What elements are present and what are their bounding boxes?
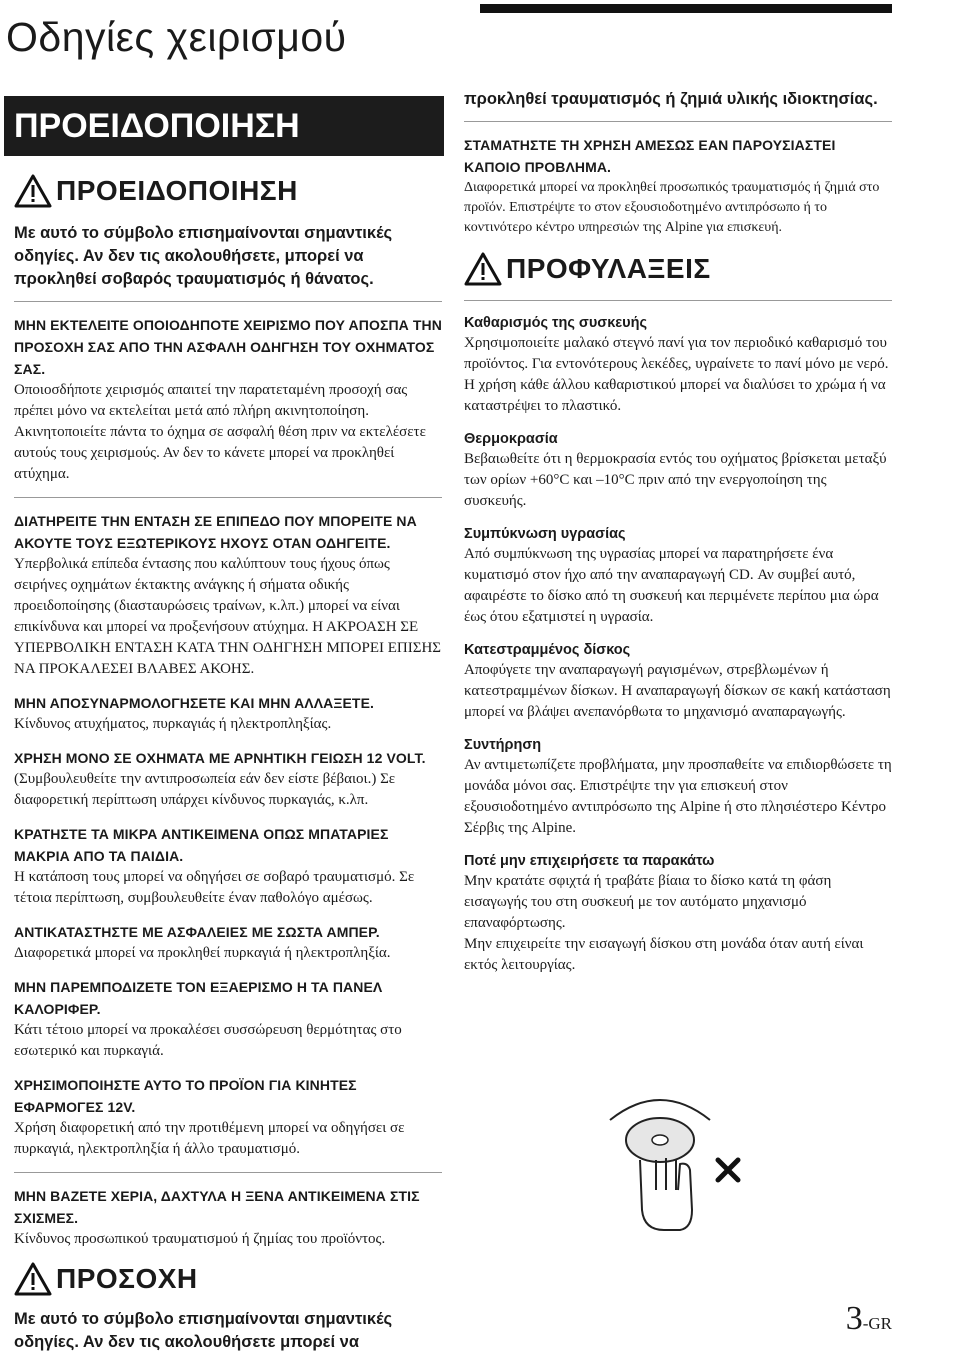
list-item (14, 510, 442, 680)
list-item (14, 314, 442, 485)
section-text: Αν αντιμετωπίζετε προβλήματα, μην προσπαθείτε να επιδιορθώσετε τη μονάδα μόνοι σας. Επιστρέψτε την για επισκευή στον εξουσιοδοτημένο αντιπρόσωπο της Alpine ή στο πλησιέστερο Κέντρο Σέρβις της Alpine. (464, 757, 892, 836)
item-text: Οποιοσδήποτε χειρισμός απαιτεί την παρατεταμένη προσοχή σας πρέπει μόνο να εκτελείται μετά από πλήρη ακινητοποίηση. Ακινητοποιείτε πάντα το όχημα σε ασφαλή θέση πριν να εκτελέσετε αυτούς τους χειρισμούς. Αν δεν το κάνετε μπορεί να προκληθεί ατύχημα. (14, 382, 426, 482)
list-item (14, 1185, 442, 1250)
precaution-section (464, 851, 892, 976)
page-title: Οδηγίες χειρισμού (6, 14, 347, 60)
warning-triangle-icon (14, 174, 52, 208)
precaution-section (464, 735, 892, 839)
section-title: Συμπύκνωση υγρασίας (464, 526, 626, 542)
item-title: ΜΗΝ ΒΑΖΕΤΕ ΧΕΡΙΑ, ΔΑΧΤΥΛΑ Η ΞΕΝΑ ΑΝΤΙΚΕΙΜΕΝΑ ΣΤΙΣ ΣΧΙΣΜΕΣ. (14, 1188, 420, 1226)
item-text: Κίνδυνος προσωπικού τραυματισμού ή ζημίας του προϊόντος. (14, 1231, 386, 1247)
item-text: Υπερβολικά επίπεδα έντασης που καλύπτουν τους ήχους όπως σειρήνες οχημάτων έκτακτης ανάγκης ή σήματα οδικής προειδοποίησης (διασταυρώσεις τραίνων, κ.λπ.) μπορεί να είναι επικίνδυνα και μπορεί να προξενήσουν ατύχημα. Η ΑΚΡΟΑΣΗ ΣΕ ΥΠΕΡΒΟΛΙΚΗ ΕΝΤΑΣΗ ΚΑΤΑ ΤΗΝ ΟΔΗΓΗΣΗ ΜΠΟΡΕΙ ΕΠΙΣΗΣ ΝΑ ΠΡΟΚΑΛΕΣΕΙ ΒΛΑΒΕΣ ΑΚΟΗΣ. (14, 556, 442, 677)
precaution-section (464, 640, 892, 723)
hand-icon (640, 1158, 692, 1230)
item-text: Κάτι τέτοιο μπορεί να προκαλέσει συσσώρευση θερμότητας στο εσωτερικό και πυρκαγιά. (14, 1022, 402, 1059)
warning-heading (14, 174, 442, 208)
page-lang-suffix: -GR (862, 1314, 892, 1333)
section-text: Βεβαιωθείτε ότι η θερμοκρασία εντός του οχήματος βρίσκεται μεταξύ των ορίων +60°C και –10°C πριν από την ενεργοποίηση της συσκευής. (464, 451, 887, 509)
item-title: ΧΡΗΣΙΜΟΠΟΙΗΣΤΕ ΑΥΤΟ ΤΟ ΠΡΟΪΟΝ ΓΙΑ ΚΙΝΗΤΕΣ ΕΦΑΡΜΟΓΕΣ 12V. (14, 1077, 357, 1115)
precautions-heading-text: ΠΡΟΦΥΛΑΞΕΙΣ (506, 253, 711, 284)
precaution-section (464, 429, 892, 512)
item-title: ΑΝΤΙΚΑΤΑΣΤΗΣΤΕ ΜΕ ΑΣΦΑΛΕΙΕΣ ΜΕ ΣΩΣΤΑ ΑΜΠΕΡ. (14, 924, 380, 940)
item-title: ΜΗΝ ΠΑΡΕΜΠΟΔΙΖΕΤΕ ΤΟΝ ΕΞΑΕΡΙΣΜΟ Η ΤΑ ΠΑΝΕΛ ΚΑΛΟΡΙΦΕΡ. (14, 979, 383, 1017)
section-title: Καθαρισμός της συσκευής (464, 315, 647, 331)
divider (14, 1172, 442, 1173)
list-item (14, 976, 442, 1062)
caution-intro-cont: προκληθεί τραυματισμός ή ζημιά υλικής ιδιοκτησίας. (464, 90, 878, 108)
list-item (14, 747, 442, 811)
item-text: Κίνδυνος ατυχήματος, πυρκαγιάς ή ηλεκτροπληξίας. (14, 716, 332, 732)
section-text: Από συμπύκνωση της υγρασίας μπορεί να παρατηρήσετε ένα κυματισμό στον ήχο από την αναπαραγωγή CD. Αν συμβεί αυτό, αφαιρέστε το δίσκο από τη συσκευή και περιμένετε περίπου μια ώρα έως ότου εξατμιστεί η υγρασία. (464, 546, 879, 625)
item-text: Χρήση διαφορετική από την προτιθέμενη μπορεί να οδηγήσει σε πυρκαγιά, ηλεκτροπληξία ή άλλο τραυματισμό. (14, 1120, 405, 1157)
list-item (14, 823, 442, 909)
item-title: ΜΗΝ ΕΚΤΕΛΕΙΤΕ ΟΠΟΙΟΔΗΠΟΤΕ ΧΕΙΡΙΣΜΟ ΠΟΥ ΑΠΟΣΠΑ ΤΗΝ ΠΡΟΣΟΧΗ ΣΑΣ ΑΠΟ ΤΗΝ ΑΣΦΑΛΗ ΟΔΗΓΗΣΗ ΤΟΥ ΟΧΗΜΑΤΟΣ ΣΑΣ. (14, 317, 442, 377)
divider (464, 300, 892, 301)
list-item (14, 692, 442, 735)
item-title: ΧΡΗΣΗ ΜΟΝΟ ΣΕ ΟΧΗΜΑΤΑ ΜΕ ΑΡΝΗΤΙΚΗ ΓΕΙΩΣΗ 12 VOLT. (14, 750, 426, 766)
item-text: Η κατάποση τους μπορεί να οδηγήσει σε σοβαρό τραυματισμό. Σε τέτοια περίπτωση, συμβουλευθείτε έναν παθολόγο αμέσως. (14, 869, 415, 906)
caution-intro: Με αυτό το σύμβολο επισημαίνονται σημαντικές οδηγίες. Αν δεν τις ακολουθήσετε μπορεί να (14, 1310, 393, 1351)
divider (14, 497, 442, 498)
precaution-section (464, 524, 892, 628)
item-text: Διαφορετικά μπορεί να προκληθεί πυρκαγιά ή ηλεκτροπληξία. (14, 945, 391, 961)
item-title: ΔΙΑΤΗΡΕΙΤΕ ΤΗΝ ΕΝΤΑΣΗ ΣΕ ΕΠΙΠΕΔΟ ΠΟΥ ΜΠΟΡΕΙΤΕ ΝΑ ΑΚΟΥΤΕ ΤΟΥΣ ΕΞΩΤΕΡΙΚΟΥΣ ΗΧΟΥΣ ΟΤΑΝ ΟΔΗΓΕΙΤΕ. (14, 513, 417, 551)
right-column (464, 88, 892, 988)
precaution-section (464, 313, 892, 417)
warning-heading-text: ΠΡΟΕΙΔΟΠΟΙΗΣΗ (56, 175, 298, 206)
precautions-heading (464, 252, 892, 286)
section-title: Θερμοκρασία (464, 431, 558, 447)
list-item (14, 921, 442, 964)
page-number (846, 1300, 892, 1338)
stop-title: ΣΤΑΜΑΤΗΣΤΕ ΤΗ ΧΡΗΣΗ ΑΜΕΣΩΣ ΕΑΝ ΠΑΡΟΥΣΙΑΣΤΕΙ ΚΑΠΟΙΟ ΠΡΟΒΛΗΜΑ. (464, 137, 836, 175)
section-title: Κατεστραμμένος δίσκος (464, 642, 631, 658)
item-text: (Συμβουλευθείτε την αντιπροσωπεία εάν δεν είστε βέβαιοι.) Σε διαφορετική περίπτωση υπάρχει κίνδυνος πυρκαγιάς, κ.λπ. (14, 771, 396, 808)
section-text: Μην επιχειρείτε την εισαγωγή δίσκου στη μονάδα όταν αυτή είναι εκτός λειτουργίας. (464, 936, 864, 973)
item-title: ΜΗΝ ΑΠΟΣΥΝΑΡΜΟΛΟΓΗΣΕΤΕ ΚΑΙ ΜΗΝ ΑΛΛΑΞΕΤΕ. (14, 695, 375, 711)
header-bar (480, 4, 892, 13)
divider (14, 301, 442, 302)
caution-heading-text: ΠΡΟΣΟΧΗ (56, 1263, 198, 1294)
section-text: Μην κρατάτε σφιχτά ή τραβάτε βίαια το δίσκο κατά τη φάση εισαγωγής του στη συσκευή με τον αυτόματο μηχανισμό επαναφόρτωσης. (464, 873, 832, 931)
prohibited-x-icon (718, 1160, 738, 1180)
section-title: Ποτέ μην επιχειρήσετε τα παρακάτω (464, 853, 715, 869)
warning-intro: Με αυτό το σύμβολο επισημαίνονται σημαντικές οδηγίες. Αν δεν τις ακολουθήσετε, μπορεί να προκληθεί σοβαρός τραυματισμός ή θάνατος. (14, 224, 393, 288)
left-column (14, 96, 442, 1354)
caution-triangle-icon (464, 252, 502, 286)
caution-heading (14, 1262, 442, 1296)
section-title: Συντήρηση (464, 737, 542, 753)
section-text: Χρησιμοποιείτε μαλακό στεγνό πανί για τον περιοδικό καθαρισμό του προϊόντος. Για εντονότερους λεκέδες, υγραίνετε το πανί μόνο με νερό. Η χρήση κάθε άλλου καθαριστικού μπορεί να διαλύσει το χρώμα ή να καταστρέψει το πλαστικό. (464, 335, 889, 414)
disc-insertion-illustration (600, 1090, 750, 1240)
stop-text: Διαφορετικά μπορεί να προκληθεί προσωπικός τραυματισμός ή ζημιά στο προϊόν. Επιστρέψτε το στον εξουσιοδοτημένο αντιπρόσωπο ή το κοντινότερο κέντρο υπηρεσιών της Alpine για επισκευή. (464, 180, 880, 235)
caution-triangle-icon (14, 1262, 52, 1296)
page-number-value: 3 (845, 1300, 863, 1337)
list-item (14, 1074, 442, 1160)
warning-banner: ΠΡΟΕΙΔΟΠΟΙΗΣΗ (4, 96, 444, 156)
section-text: Αποφύγετε την αναπαραγωγή ραγισμένων, στρεβλωμένων ή κατεστραμμένων δίσκων. Η αναπαραγωγή δίσκων σε κακή κατάσταση μπορεί να βλάψει ανεπανόρθωτα το μηχανισμό αναπαραγωγής. (464, 662, 891, 720)
divider (464, 121, 892, 122)
item-title: ΚΡΑΤΗΣΤΕ ΤΑ ΜΙΚΡΑ ΑΝΤΙΚΕΙΜΕΝΑ ΟΠΩΣ ΜΠΑΤΑΡΙΕΣ ΜΑΚΡΙΑ ΑΠΟ ΤΑ ΠΑΙΔΙΑ. (14, 826, 389, 864)
